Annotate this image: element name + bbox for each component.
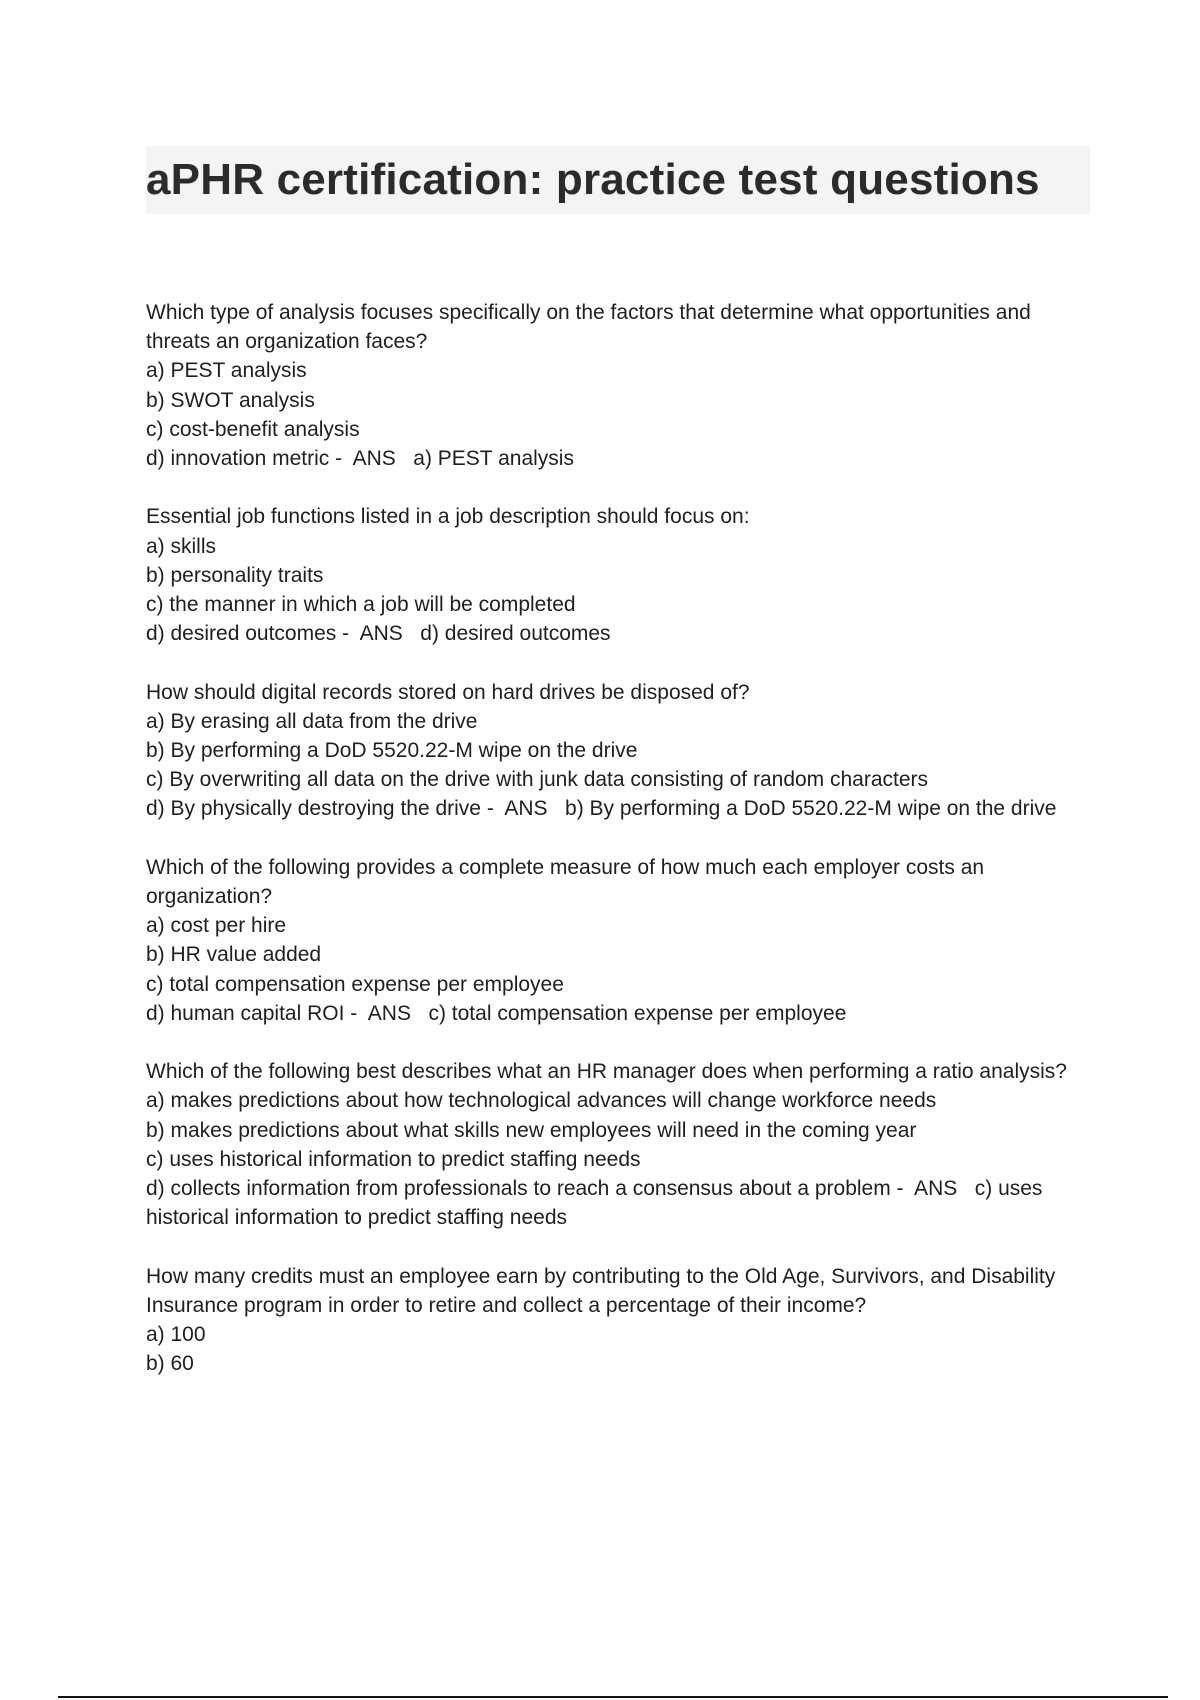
answer-option: a) cost per hire	[146, 914, 287, 938]
question-block	[146, 678, 1090, 824]
question-block	[146, 853, 1090, 1028]
answer-option: a) By erasing all data from the drive	[146, 709, 478, 733]
answer-option: a) skills	[146, 534, 217, 558]
option-text: d) innovation metric	[146, 447, 330, 471]
answer-option-last	[146, 444, 1090, 473]
answer-option: b) 60	[146, 1352, 194, 1376]
answer-option: c) By overwriting all data on the drive with junk data consisting of random characters	[146, 768, 929, 792]
answer-option-last	[146, 999, 1090, 1028]
correct-answer: a) PEST analysis	[413, 447, 574, 471]
question-prompt: How should digital records stored on hard drives be disposed of?	[146, 680, 750, 704]
option-text: d) collects information from professionals to reach a consensus about a problem	[146, 1177, 891, 1201]
option-text: d) human capital ROI	[146, 1001, 345, 1025]
question-list	[146, 298, 1090, 1408]
answer-option: b) HR value added	[146, 943, 322, 967]
option-text: d) desired outcomes	[146, 622, 337, 646]
answer-option: a) 100	[146, 1323, 206, 1347]
answer-option-last	[146, 619, 1090, 648]
page-bottom-divider	[58, 1696, 1168, 1698]
answer-marker: - ANS	[890, 1177, 975, 1201]
answer-option: c) uses historical information to predict staffing needs	[146, 1147, 641, 1171]
answer-option: b) personality traits	[146, 563, 324, 587]
option-text: d) By physically destroying the drive	[146, 797, 481, 821]
answer-marker: - ANS	[336, 622, 421, 646]
answer-option: c) cost-benefit analysis	[146, 417, 360, 441]
answer-option: a) PEST analysis	[146, 359, 307, 383]
answer-option: b) SWOT analysis	[146, 388, 315, 412]
answer-option: c) the manner in which a job will be completed	[146, 593, 576, 617]
correct-answer: d) desired outcomes	[420, 622, 611, 646]
answer-marker: - ANS	[344, 1001, 429, 1025]
question-prompt: Essential job functions listed in a job description should focus on:	[146, 505, 750, 529]
question-prompt: Which type of analysis focuses specifically on the factors that determine what opportunities and threats an organization faces?	[146, 301, 1031, 354]
answer-option-last	[146, 794, 1090, 823]
question-block	[146, 502, 1090, 648]
correct-answer: c) uses historical information to predict staffing needs	[146, 1177, 1043, 1230]
answer-option: b) By performing a DoD 5520.22-M wipe on the drive	[146, 739, 638, 763]
answer-marker: - ANS	[481, 797, 566, 821]
question-prompt: How many credits must an employee earn by contributing to the Old Age, Survivors, and Disability Insurance program in order to retire and collect a percentage of their income?	[146, 1264, 1056, 1317]
answer-option: c) total compensation expense per employee	[146, 972, 564, 996]
correct-answer: c) total compensation expense per employee	[428, 1001, 847, 1025]
answer-option: b) makes predictions about what skills new employees will need in the coming year	[146, 1118, 917, 1142]
correct-answer: b) By performing a DoD 5520.22-M wipe on the drive	[565, 797, 1057, 821]
question-prompt: Which of the following best describes what an HR manager does when performing a ratio analysis?	[146, 1060, 1067, 1084]
page-title: aPHR certification: practice test questions	[146, 155, 1040, 204]
answer-option-last	[146, 1174, 1090, 1232]
question-block	[146, 298, 1090, 473]
question-block	[146, 1057, 1090, 1232]
answer-option: a) makes predictions about how technological advances will change workforce needs	[146, 1089, 937, 1113]
question-prompt: Which of the following provides a complete measure of how much each employer costs an organization?	[146, 855, 985, 909]
answer-marker: - ANS	[329, 447, 414, 471]
question-block	[146, 1262, 1090, 1379]
